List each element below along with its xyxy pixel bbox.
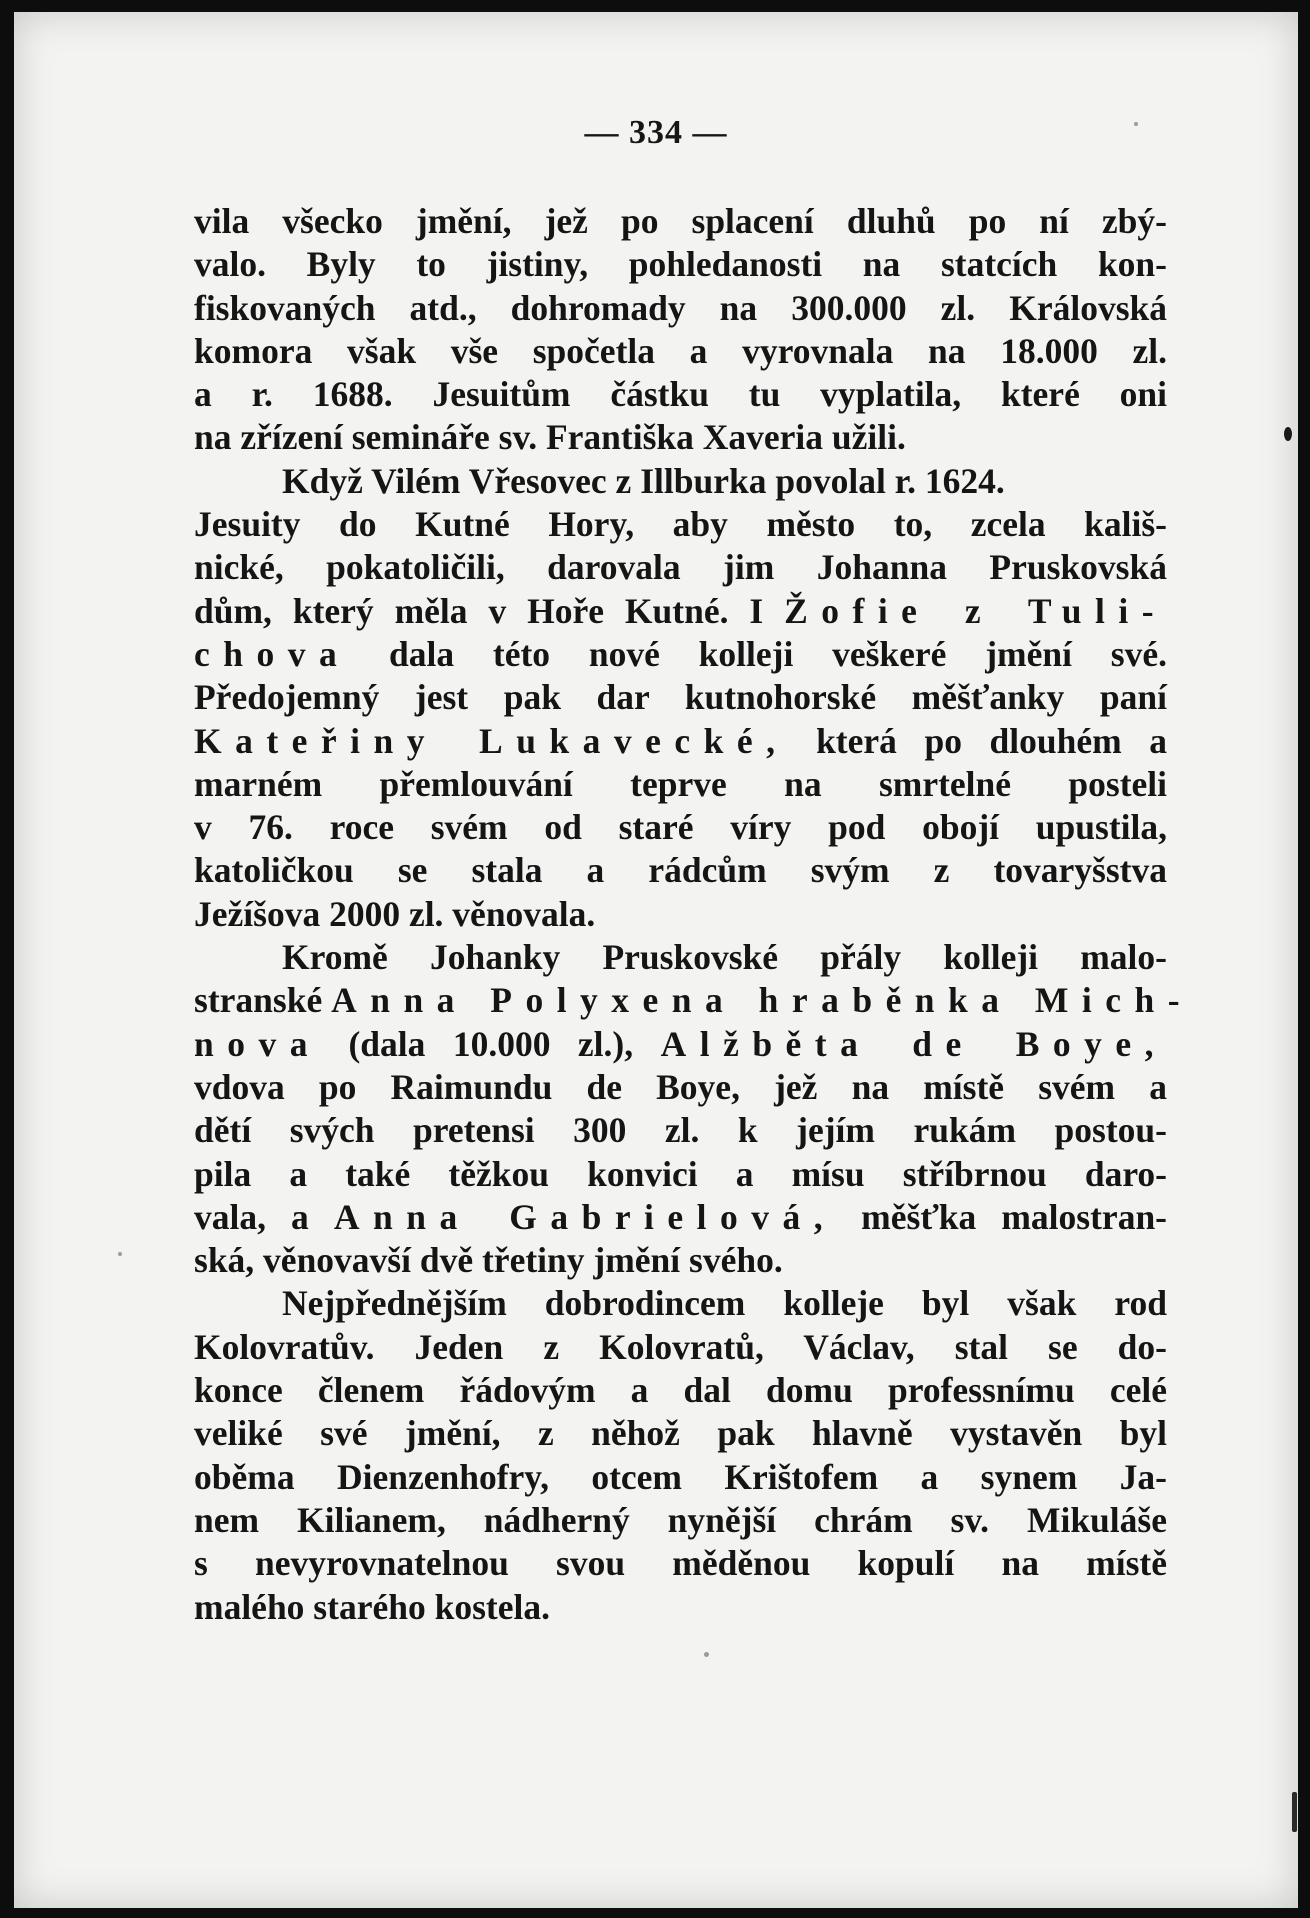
text-line: Jesuity do Kutné Hory, aby město to, zcela kališ- [194, 504, 1167, 545]
text-line: fiskovaných atd., dohromady na 300.000 zl. Královská [194, 287, 1167, 328]
text-line: Ježíšova 2000 zl. věnovala. [194, 893, 596, 934]
text-line: na zřízení semináře sv. Františka Xaveria užili. [194, 417, 906, 458]
text-line: ská, věnovavší dvě třetiny jmění svého. [194, 1240, 783, 1281]
spaced-name: nova [194, 1023, 321, 1064]
text-line [194, 1196, 1167, 1239]
scan-speck [1292, 1792, 1297, 1832]
text-segment: která po dlouhém a [816, 720, 1168, 761]
text-line: Předojemný jest pak dar kutnohorské měšťanky paní [194, 677, 1167, 718]
spaced-name: Anna Polyxena hraběnka Mich- [331, 980, 1194, 1021]
text-segment: dům, který měla v Hoře Kutné. I [194, 590, 764, 631]
page-number: — 334 — [584, 114, 728, 151]
text-line [194, 1023, 1167, 1066]
text-line: dětí svých pretensi 300 zl. k jejím rukám postou- [194, 1110, 1167, 1151]
spaced-name: Žofie z Tuli- [784, 590, 1168, 631]
text-line: vila všecko jmění, jež po splacení dluhů po ní zbý- [194, 201, 1167, 241]
text-line: oběma Dienzenhofry, otcem Krištofem a synem Ja- [194, 1456, 1167, 1497]
text-line: malého starého kostela. [194, 1586, 550, 1627]
scan-speck [704, 1652, 709, 1657]
text-line [194, 590, 1167, 633]
text-line: v 76. roce svém od staré víry pod obojí upustila, [194, 807, 1167, 848]
spaced-name: Anna Gabrielová, [333, 1196, 837, 1237]
text-line: konce členem řádovým a dal domu professnímu celé [194, 1370, 1167, 1411]
text-segment: měšťka malostran- [861, 1196, 1168, 1237]
text-line: marném přemlouvání teprve na smrtelné posteli [194, 763, 1167, 804]
scan-speck [1284, 427, 1292, 441]
text-segment: (dala 10.000 zl.), [348, 1023, 634, 1064]
text-line: s nevyrovnatelnou svou měděnou kopulí na místě [194, 1543, 1167, 1584]
text-line: komora však vše spočetla a vyrovnala na 18.000 zl. [194, 330, 1167, 371]
text-segment: stranské [194, 980, 323, 1021]
scan-speck [1134, 122, 1138, 126]
spaced-name: Alžběta de Boye, [660, 1023, 1168, 1064]
spaced-name: chova [194, 633, 351, 674]
text-line [194, 979, 1194, 1022]
text-line: Nejpřednějším dobrodincem kolleje byl však rod [282, 1283, 1167, 1324]
text-line: pila a také těžkou konvici a mísu stříbrnou daro- [194, 1153, 1167, 1194]
text-line: nem Kilianem, nádherný nynější chrám sv. Mikuláše [194, 1499, 1167, 1540]
text-line [194, 633, 1167, 676]
text-segment: vala, a [194, 1196, 309, 1237]
text-segment: dala této nové kolleji veškeré jmění své. [389, 633, 1167, 674]
text-line: veliké své jmění, z něhož pak hlavně vystavěn byl [194, 1413, 1167, 1454]
scan-speck [118, 1252, 122, 1256]
text-line: a r. 1688. Jesuitům částku tu vyplatila, které oni [194, 374, 1167, 415]
text-line: valo. Byly to jistiny, pohledanosti na statcích kon- [194, 244, 1167, 285]
text-line: vdova po Raimundu de Boye, jež na místě svém a [194, 1066, 1167, 1107]
text-line [194, 720, 1167, 763]
text-line: katoličkou se stala a rádcům svým z tovaryšstva [194, 850, 1167, 891]
text-line: Kromě Johanky Pruskovské přály kolleji malo- [282, 937, 1167, 978]
text-line: nické, pokatoličili, darovala jim Johanna Pruskovská [194, 547, 1167, 588]
book-page [14, 12, 1298, 1908]
text-line: Kolovratův. Jeden z Kolovratů, Václav, stal se do- [194, 1326, 1167, 1367]
spaced-name: Kateřiny Lukavecké, [194, 720, 789, 761]
text-line: Když Vilém Vřesovec z Illburka povolal r. 1624. [282, 460, 1005, 501]
body-text [194, 200, 1194, 1629]
